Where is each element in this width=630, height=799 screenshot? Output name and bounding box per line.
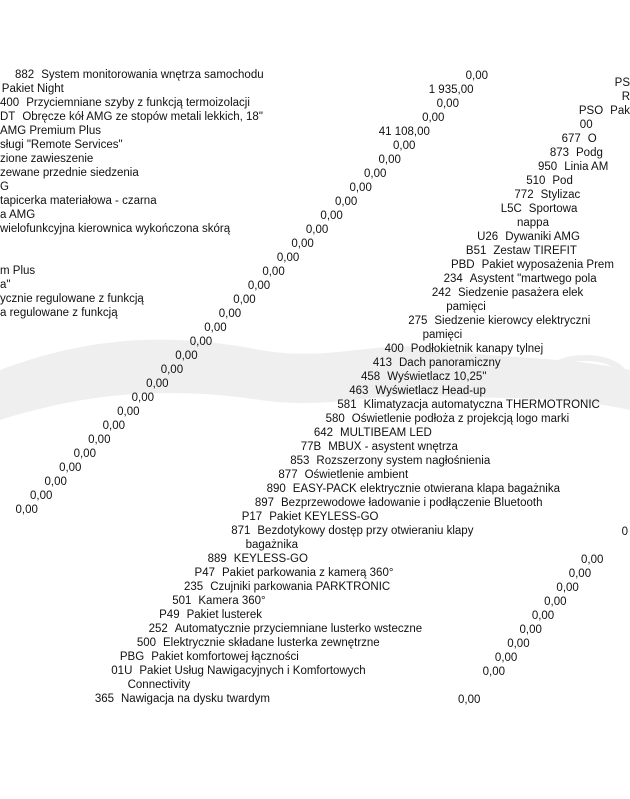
option-description: Kamera 360°	[198, 595, 266, 607]
option-row-right	[87, 678, 191, 692]
option-description: a AMG	[0, 209, 36, 221]
option-code: 463	[349, 385, 369, 397]
option-row	[15, 68, 264, 82]
option-code: 853	[290, 455, 310, 467]
option-row-right	[452, 244, 577, 258]
option-code: 897	[254, 497, 274, 509]
option-price: 0,00	[276, 252, 300, 264]
option-price: 0,00	[73, 448, 96, 460]
option-price: 0,00	[117, 406, 140, 418]
option-price: 0,00	[581, 554, 604, 566]
option-row	[0, 180, 9, 194]
option-row-right	[429, 272, 597, 286]
option-row-right	[393, 314, 590, 328]
option-description: Podłokietnik kanapy tylnej	[410, 343, 544, 355]
option-price: 0,00	[458, 694, 481, 706]
option-price: 0,00	[30, 490, 53, 502]
option-description: wielofunkcyjna kierownica wykończona skórą	[0, 223, 231, 235]
option-price: 0,00	[422, 112, 445, 124]
option-row-right	[205, 538, 298, 552]
option-row-right	[228, 510, 378, 524]
option-row-right	[594, 76, 630, 90]
option-description: Pakiet Usług Nawigacyjnych i Komfortowych	[139, 665, 366, 677]
option-description: Podg	[576, 147, 603, 159]
option-price: 0,00	[305, 224, 329, 236]
option-code: 871	[231, 525, 251, 537]
option-description: PS	[614, 77, 630, 89]
option-price: 41 108,00	[378, 126, 430, 138]
option-code: 235	[184, 581, 204, 593]
option-code: PBG	[119, 651, 145, 663]
option-description: a"	[0, 279, 11, 291]
option-description: Pakiet Night	[1, 83, 64, 95]
option-row	[0, 124, 101, 138]
option-code: 00	[579, 119, 593, 131]
option-price: 0,00	[102, 420, 125, 432]
option-price: 1 935,00	[428, 84, 474, 96]
option-price: 0,00	[556, 582, 579, 594]
option-description: Obręcze kół AMG ze stopów metali lekkich, 18"	[22, 111, 263, 123]
option-code: 873	[549, 147, 569, 159]
option-code: 882	[15, 69, 35, 81]
option-description: Pakiet lusterek	[186, 609, 263, 621]
option-description: Sportowa	[528, 203, 578, 215]
option-price: 0,00	[291, 238, 314, 250]
option-description: System monitorowania wnętrza samochodu	[41, 69, 264, 81]
option-description: Elektrycznie składane lusterka zewnętrzne	[163, 637, 380, 649]
option-code: 77B	[300, 441, 322, 453]
option-row-right	[275, 454, 490, 468]
option-price: 0	[621, 526, 628, 538]
option-row-right	[511, 174, 572, 188]
option-row-right	[559, 118, 600, 132]
option-code: P47	[194, 567, 215, 579]
option-row	[0, 166, 139, 180]
option-price: 0,00	[393, 140, 416, 152]
option-row	[0, 264, 35, 278]
option-description: Czujniki parkowania PARKTRONIC	[210, 581, 391, 593]
option-description: Connectivity	[127, 679, 191, 691]
option-description: Wyświetlacz Head-up	[375, 385, 486, 397]
option-description: Bezdotykowy dostęp przy otwieraniu klapy	[257, 525, 474, 537]
option-description: MULTIBEAM LED	[340, 427, 432, 439]
option-description: MBUX - asystent wnętrza	[328, 441, 458, 453]
option-row-right	[582, 90, 630, 104]
option-row-right	[417, 286, 583, 300]
option-description: Oświetlenie ambient	[304, 469, 409, 481]
option-description: zione zawieszenie	[0, 153, 94, 165]
option-description: Klimatyzacja automatyczna THERMOTRONIC	[363, 399, 600, 411]
option-description: Pak	[610, 105, 630, 117]
option-description: pamięci	[422, 329, 463, 341]
option-row-right	[110, 650, 299, 664]
option-row-right	[134, 622, 422, 636]
option-row-right	[358, 356, 501, 370]
option-description: Bezprzewodowe ładowanie i podłączenie Bluetooth	[281, 497, 543, 509]
option-price: 0,00	[175, 350, 198, 362]
option-price: 0,00	[262, 266, 285, 278]
option-description: zewane przednie siedzenia	[0, 167, 139, 179]
option-code: L5C	[500, 203, 522, 215]
option-price: 0,00	[233, 294, 256, 306]
option-price: 0,00	[131, 392, 155, 404]
option-code: 01U	[111, 665, 133, 677]
option-row-right	[488, 202, 578, 216]
option-price: 0,00	[320, 210, 343, 222]
option-code: PBD	[450, 259, 475, 271]
option-code: 400	[0, 97, 20, 109]
option-code: 501	[172, 595, 192, 607]
option-price: 0,00	[544, 596, 567, 608]
option-price: 0,00	[44, 476, 67, 488]
option-row-right	[122, 636, 380, 650]
option-row-right	[382, 328, 463, 342]
option-code: 772	[514, 189, 534, 201]
option-row-right	[370, 342, 543, 356]
option-code: 500	[136, 637, 156, 649]
option-description: pamięci	[446, 301, 486, 313]
option-row-right	[405, 300, 486, 314]
option-code: 642	[313, 427, 333, 439]
option-description: Wyświetlacz 10,25"	[387, 371, 487, 383]
option-code: U26	[477, 231, 499, 243]
option-price: 0,00	[482, 666, 505, 678]
option-row	[2, 82, 64, 96]
option-code: PSO	[578, 105, 604, 117]
option-row	[0, 278, 10, 292]
option-description: O	[587, 133, 597, 145]
option-row-right	[252, 482, 560, 496]
option-code: 677	[561, 133, 581, 145]
option-code: 275	[408, 315, 428, 327]
option-price: 0,00	[363, 168, 387, 180]
option-description: m Plus	[0, 265, 36, 277]
option-description: bagażnika	[245, 539, 299, 551]
option-code: P17	[241, 511, 263, 523]
option-row-right	[146, 608, 262, 622]
option-row-right	[193, 552, 308, 566]
option-row	[0, 96, 250, 110]
option-row-right	[323, 398, 600, 412]
option-price: 0,00	[160, 364, 184, 376]
option-row	[0, 222, 230, 236]
option-row-right	[287, 440, 458, 454]
option-code: 889	[207, 553, 227, 565]
option-price: 0,00	[247, 280, 271, 292]
option-row-right	[535, 146, 603, 160]
option-code: 252	[148, 623, 168, 635]
option-price: 0,00	[334, 196, 358, 208]
option-price: 0,00	[378, 154, 401, 166]
option-description: EASY-PACK elektrycznie otwierana klapa bagażnika	[292, 483, 560, 495]
option-price: 0,00	[204, 322, 227, 334]
option-row-right	[476, 216, 549, 230]
option-row-right	[157, 594, 265, 608]
option-row	[0, 152, 93, 166]
option-description: Siedzenie pasażera elek	[458, 287, 584, 299]
option-description: R	[621, 91, 630, 103]
option-code: 950	[538, 161, 558, 173]
option-row-right	[311, 412, 569, 426]
option-row-right	[98, 664, 365, 678]
option-description: Pod	[552, 175, 573, 187]
option-description: Pakiet komfortowej łączności	[151, 651, 299, 663]
option-row-right	[346, 370, 486, 384]
option-price: 0,00	[146, 378, 169, 390]
option-description: Zestaw TIREFIT	[493, 245, 577, 257]
option-description: AMG Premium Plus	[0, 125, 101, 137]
option-row-right	[570, 104, 630, 118]
option-code: B51	[465, 245, 487, 257]
option-price: 0,00	[189, 336, 213, 348]
option-description: KEYLESS-GO	[233, 553, 308, 565]
option-price: 0,00	[531, 610, 555, 622]
option-code: P49	[159, 609, 180, 621]
option-row	[0, 110, 263, 124]
option-description: tapicerka materiałowa - czarna	[0, 195, 157, 207]
option-description: nappa	[517, 217, 549, 229]
option-row	[0, 208, 35, 222]
option-description: Stylizac	[540, 189, 581, 201]
option-description: Siedzenie kierowcy elektryczni	[434, 315, 591, 327]
option-description: sługi "Remote Services"	[0, 139, 123, 151]
option-row-right	[264, 468, 409, 482]
option-row-right	[80, 692, 270, 706]
option-row	[0, 306, 118, 320]
option-code: 413	[372, 357, 392, 369]
option-row-right	[441, 258, 614, 272]
option-row-right	[523, 160, 608, 174]
option-description: Przyciemniane szyby z funkcją termoizolacji	[26, 97, 250, 109]
option-row-right	[464, 230, 580, 244]
option-code: 890	[266, 483, 286, 495]
option-description: Oświetlenie podłoża z projekcją logo marki	[351, 413, 570, 425]
option-price: 0,00	[436, 98, 459, 110]
option-code: DT	[0, 111, 16, 123]
option-row-right	[181, 566, 393, 580]
option-row-right	[500, 188, 581, 202]
option-row-right	[334, 384, 485, 398]
option-row-right	[169, 580, 390, 594]
option-description: a regulowane z funkcją	[0, 307, 118, 319]
option-description: Rozszerzony system nagłośnienia	[316, 455, 491, 467]
option-description: Linia AM	[564, 161, 609, 173]
option-price: 0,00	[349, 182, 372, 194]
option-code: 581	[337, 399, 357, 411]
option-description: Dywaniki AMG	[505, 231, 580, 243]
option-code: 877	[278, 469, 298, 481]
option-description: Dach panoramiczny	[399, 357, 501, 369]
option-row	[0, 138, 123, 152]
option-description: Pakiet parkowania z kamerą 360°	[222, 567, 394, 579]
option-price: 0,00	[519, 624, 542, 636]
option-row-right	[240, 496, 542, 510]
option-row-right	[299, 426, 432, 440]
option-price: 0,00	[218, 308, 242, 320]
option-description: Pakiet KEYLESS-GO	[269, 511, 379, 523]
option-price: 0,00	[59, 462, 82, 474]
option-price: 0,00	[507, 638, 530, 650]
option-price: 0,00	[88, 434, 111, 446]
option-price: 0,00	[465, 70, 488, 82]
option-code: 458	[361, 371, 381, 383]
option-code: 365	[94, 693, 114, 705]
option-row-right	[216, 524, 473, 538]
option-row-right	[547, 132, 597, 146]
option-code: 510	[526, 175, 546, 187]
option-description: G	[0, 181, 9, 193]
option-code: 242	[431, 287, 451, 299]
option-price: 0,00	[15, 504, 38, 516]
option-code: 580	[325, 413, 345, 425]
option-price: 0,00	[494, 652, 518, 664]
option-code: 400	[384, 343, 404, 355]
option-description: Asystent "martwego pola	[469, 273, 597, 285]
option-description: Pakiet wyposażenia Prem	[481, 259, 614, 271]
option-row	[0, 194, 157, 208]
option-description: Automatycznie przyciemniane lusterko wsteczne	[174, 623, 423, 635]
option-row	[0, 292, 144, 306]
option-code: 234	[443, 273, 463, 285]
option-description: ycznie regulowane z funkcją	[0, 293, 144, 305]
option-price: 0,00	[568, 568, 592, 580]
option-description: Nawigacja na dysku twardym	[121, 693, 270, 705]
